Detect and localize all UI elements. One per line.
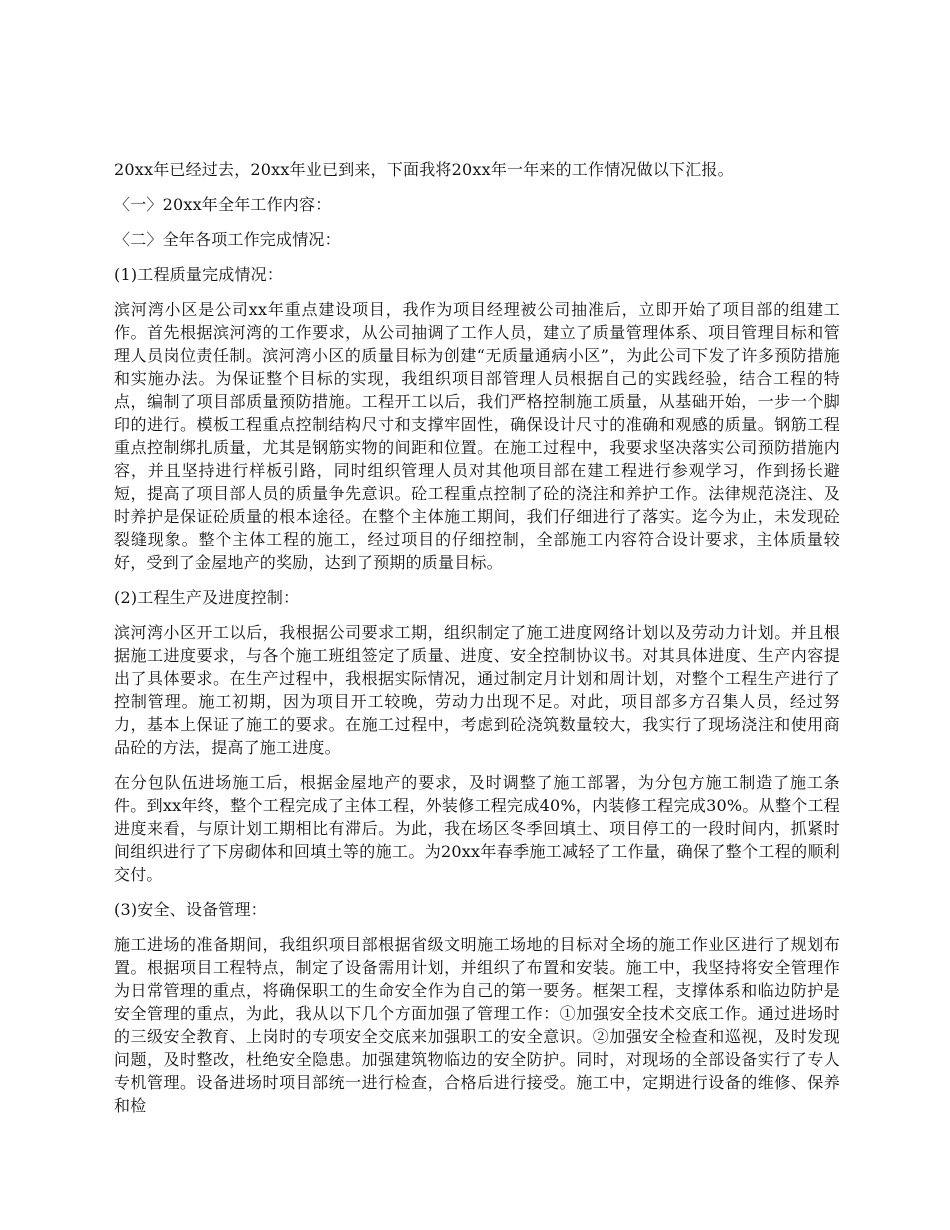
progress-paragraph-2: 在分包队伍进场施工后，根据金屋地产的要求，及时调整了施工部署，为分包方施工制造了施工条件。到xx年终，整个工程完成了主体工程，外装修工程完成40%，内装修工程完成30%。从整个工程进度来看，与原计划工期相比有滞后。为此，我在场区冬季回填土、项目停工的一段时间内，抓紧时间组织进行了下房砌体和回填土等的施工。为20xx年春季施工减轻了工作量，确保了整个工程的顺利交付。	[114, 773, 840, 884]
intro-paragraph: 20xx年已经过去，20xx年业已到来，下面我将20xx年一年来的工作情况做以下汇报。	[114, 160, 734, 179]
item-heading-progress: (2)工程生产及进度控制：	[114, 588, 300, 607]
section-heading-1: 〈一〉20xx年全年工作内容：	[114, 195, 332, 214]
safety-paragraph: 施工进场的准备期间，我组织项目部根据省级文明施工场地的目标对全场的施工作业区进行了规划布置。根据项目工程特点，制定了设备需用计划，并组织了布置和安装。施工中，我坚持将安全管理作为日常管理的重点，将确保职工的生命安全作为自己的第一要务。框架工程，支撑体系和临边防护是安全管理的重点，为此，我从以下几个方面加强了管理工作：①加强安全技术交底工作。通过进场时的三级安全教育、上岗时的专项安全交底来加强职工的安全意识。②加强安全检查和巡视，及时发现问题，及时整改，杜绝安全隐患。加强建筑物临边的安全防护。同时，对现场的全部设备实行了专人专机管理。设备进场时项目部统一进行检查，合格后进行接受。施工中，定期进行设备的维修、保养和检	[114, 935, 840, 1115]
item-heading-quality: (1)工程质量完成情况：	[114, 265, 284, 284]
document-body	[114, 158, 840, 1129]
quality-paragraph: 滨河湾小区是公司xx年重点建设项目，我作为项目经理被公司抽准后，立即开始了项目部的组建工作。首先根据滨河湾的工作要求，从公司抽调了工作人员，建立了质量管理体系、项目管理目标和管理人员岗位责任制。滨河湾小区的质量目标为创建“无质量通病小区”，为此公司下发了许多预防措施和实施办法。为保证整个目标的实现，我组织项目部管理人员根据自己的实践经验，结合工程的特点，编制了项目部质量预防措施。工程开工以后，我们严格控制施工质量，从基础开始，一步一个脚印的进行。模板工程重点控制结构尺寸和支撑牢固性，确保设计尺寸的准确和观感的质量。钢筋工程重点控制绑扎质量，尤其是钢筋实物的间距和位置。在施工过程中，我要求坚决落实公司预防措施内容，并且坚持进行样板引路，同时组织管理人员对其他项目部在建工程进行参观学习，作到扬长避短，提高了项目部人员的质量争先意识。砼工程重点控制了砼的浇注和养护工作。法律规范浇注、及时养护是保证砼质量的根本途径。在整个主体施工期间，我们仔细进行了落实。迄今为止，未发现砼裂缝现象。整个主体工程的施工，经过项目的仔细控制，全部施工内容符合设计要求，主体质量较好，受到了金屋地产的奖励，达到了预期的质量目标。	[114, 300, 840, 572]
progress-paragraph-1: 滨河湾小区开工以后，我根据公司要求工期，组织制定了施工进度网络计划以及劳动力计划。并且根据施工进度要求，与各个施工班组签定了质量、进度、安全控制协议书。对其具体进度、生产内容提出了具体要求。在生产过程中，我根据实际情况，通过制定月计划和周计划，对整个工程生产进行了控制管理。施工初期，因为项目开工较晚，劳动力出现不足。对此，项目部多方召集人员，经过努力，基本上保证了施工的要求。在施工过程中，考虑到砼浇筑数量较大，我实行了现场浇注和使用商品砼的方法，提高了施工进度。	[114, 623, 840, 757]
section-heading-2: 〈二〉全年各项工作完成情况：	[114, 230, 341, 249]
item-heading-safety: (3)安全、设备管理：	[114, 900, 267, 919]
